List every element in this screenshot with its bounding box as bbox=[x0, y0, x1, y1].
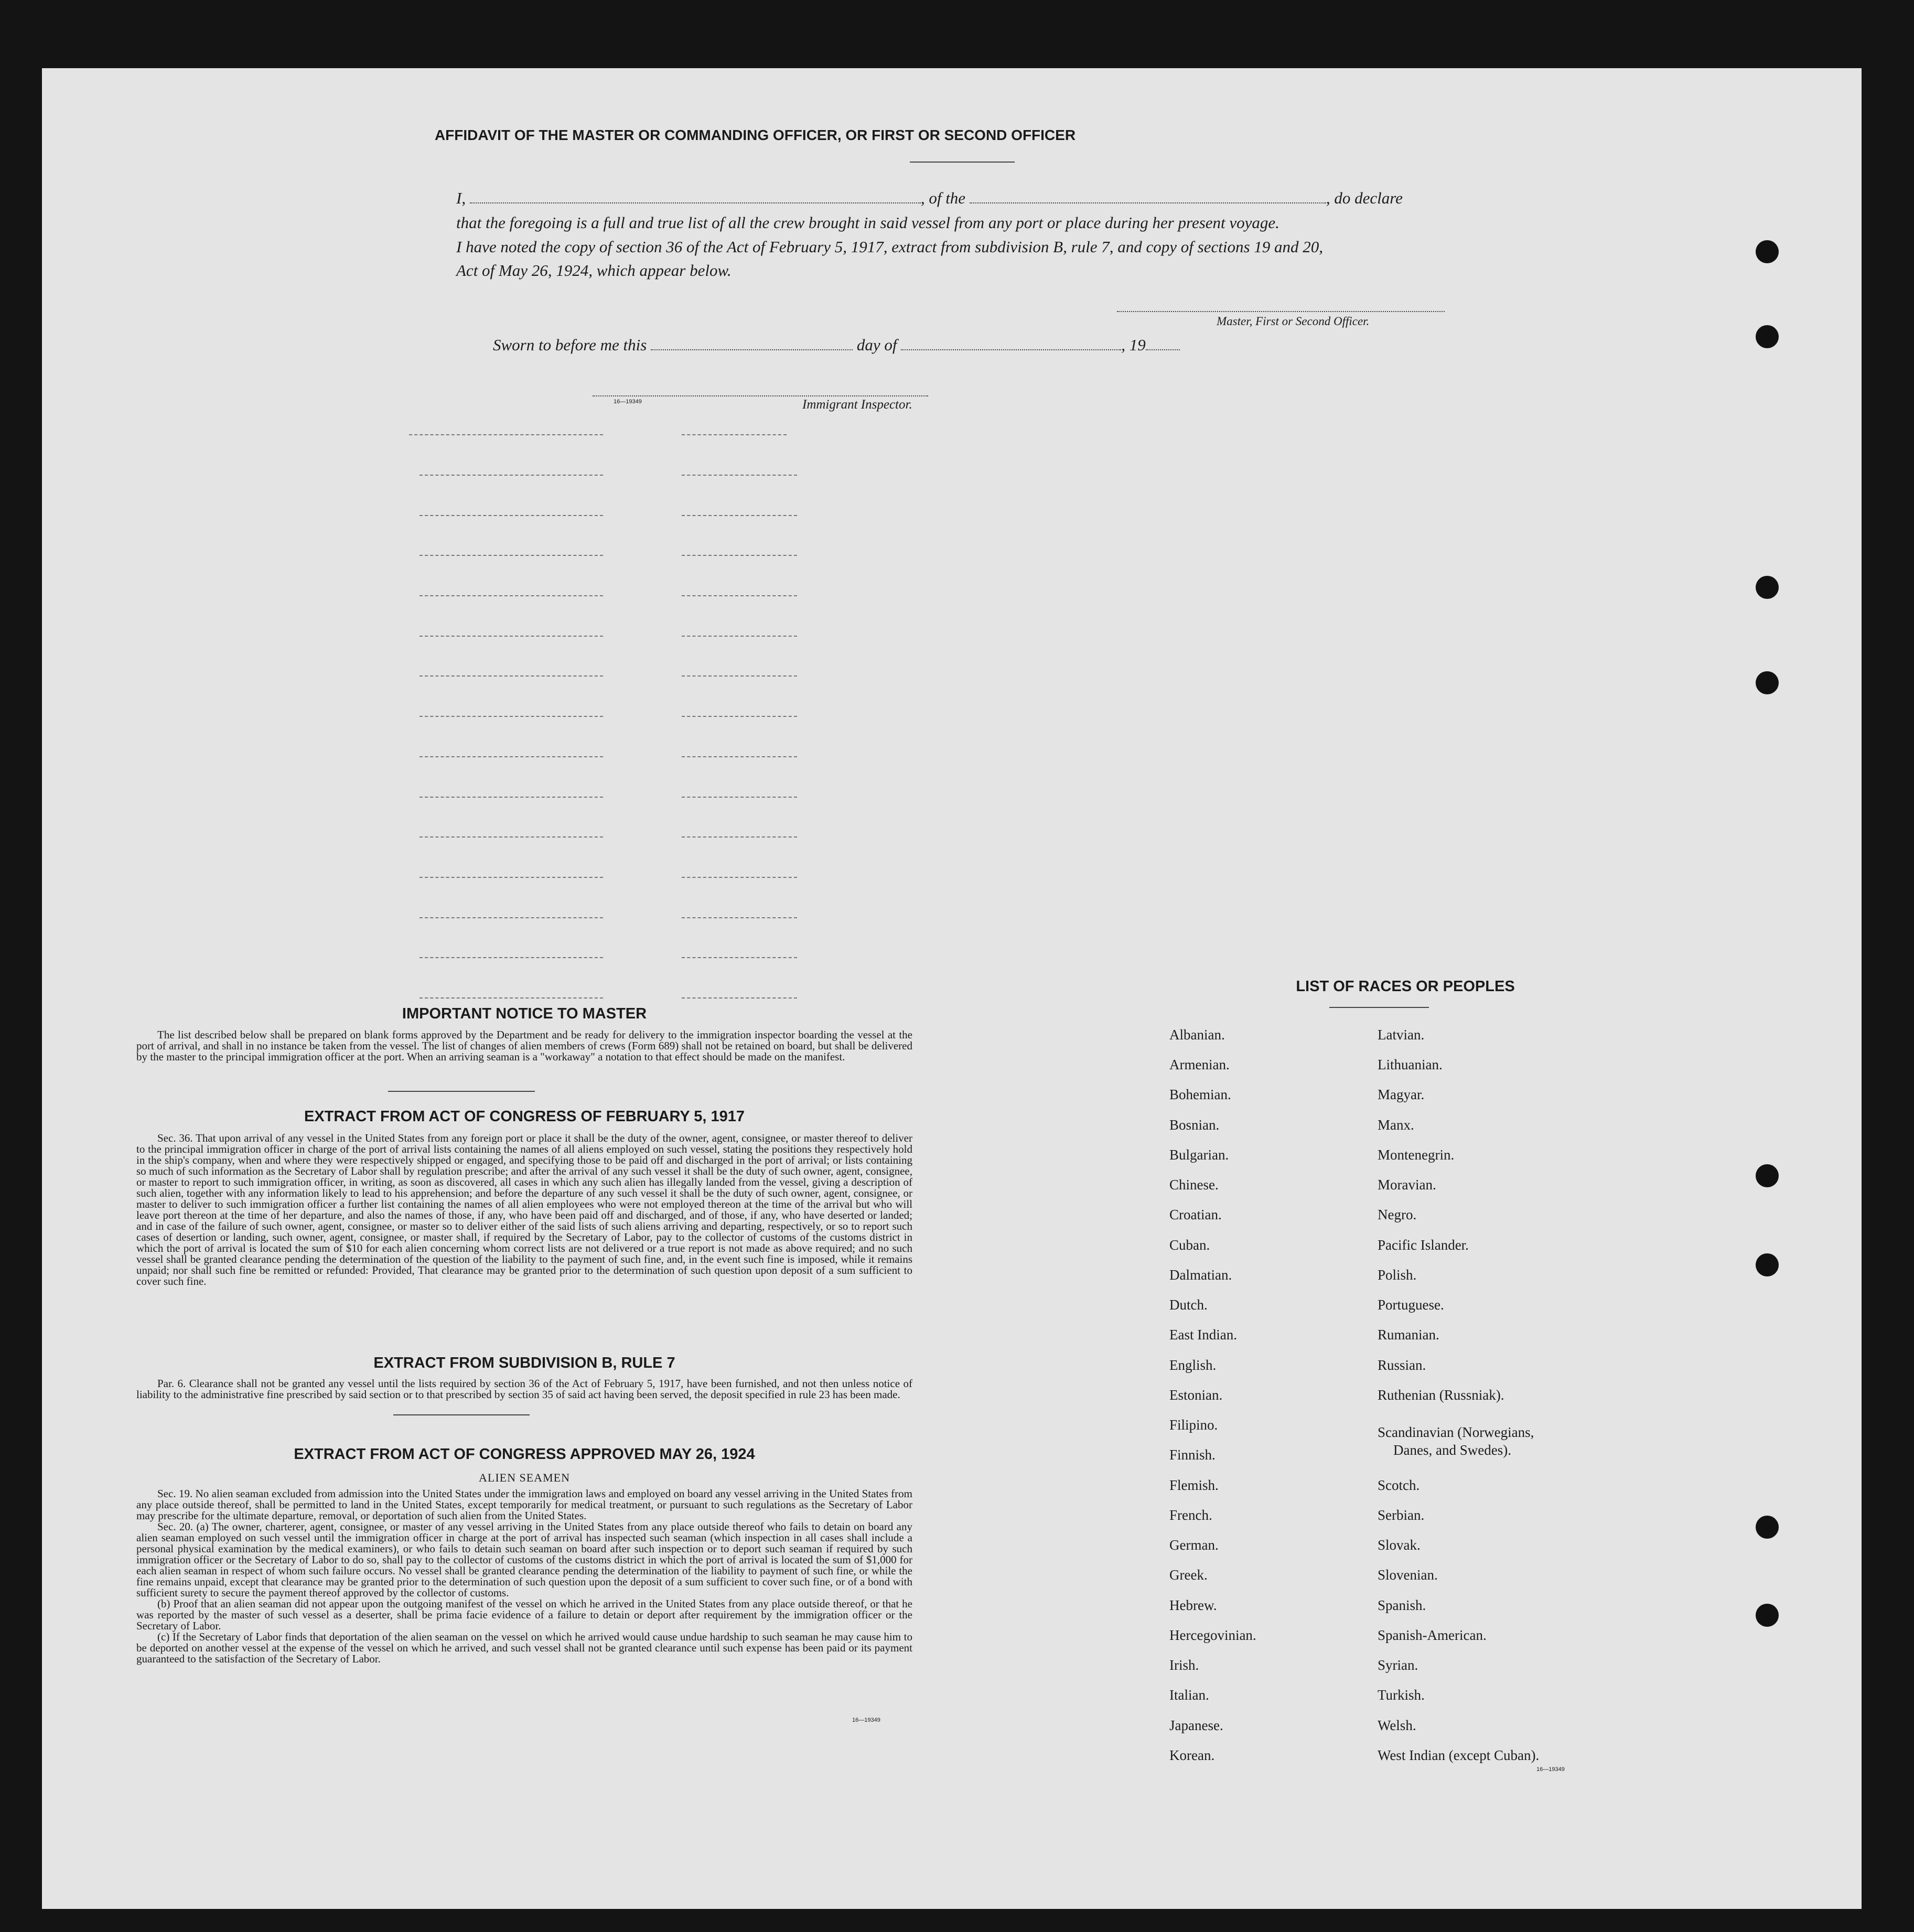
race-item: German. bbox=[1169, 1537, 1219, 1553]
inspector-signature-line[interactable] bbox=[593, 395, 928, 396]
extract-1924-text bbox=[136, 1488, 912, 1665]
race-item: Syrian. bbox=[1378, 1657, 1418, 1673]
master-signature-line[interactable] bbox=[1117, 311, 1445, 312]
race-item: Latvian. bbox=[1378, 1027, 1425, 1043]
race-item: Dutch. bbox=[1169, 1297, 1208, 1313]
punch-hole bbox=[1756, 240, 1779, 263]
race-item: Slovenian. bbox=[1378, 1567, 1438, 1583]
punch-hole bbox=[1756, 576, 1779, 599]
race-item: East Indian. bbox=[1169, 1327, 1237, 1343]
race-item: Cuban. bbox=[1169, 1237, 1210, 1253]
affidavit-line1 bbox=[456, 189, 1505, 208]
race-item: Scotch. bbox=[1378, 1477, 1420, 1493]
punch-hole bbox=[1756, 1516, 1779, 1539]
race-item: Italian. bbox=[1169, 1687, 1209, 1703]
race-item: Moravian. bbox=[1378, 1177, 1436, 1193]
race-item: Bohemian. bbox=[1169, 1087, 1231, 1102]
sworn-line bbox=[493, 336, 1180, 355]
do-declare-label: , do declare bbox=[1326, 189, 1403, 207]
notice-title: IMPORTANT NOTICE TO MASTER bbox=[402, 1005, 647, 1022]
race-item: Bulgarian. bbox=[1169, 1147, 1229, 1163]
race-item: Filipino. bbox=[1169, 1417, 1218, 1433]
race-item: Welsh. bbox=[1378, 1718, 1416, 1733]
race-item: Rumanian. bbox=[1378, 1327, 1439, 1343]
race-item: Flemish. bbox=[1169, 1477, 1219, 1493]
race-item: Magyar. bbox=[1378, 1087, 1425, 1102]
race-item: Dalmatian. bbox=[1169, 1267, 1232, 1283]
inspector-label: Immigrant Inspector. bbox=[802, 398, 912, 412]
race-item: Scandinavian (Norwegians, bbox=[1378, 1424, 1534, 1440]
race-item: Montenegrin. bbox=[1378, 1147, 1455, 1163]
punch-hole bbox=[1756, 1253, 1779, 1276]
affidavit-line3: I have noted the copy of section 36 of the Act of February 5, 1917, extract from subdivision B, rule 7, and copy of sections 19 and 20, bbox=[456, 238, 1324, 256]
rule7-text: Par. 6. Clearance shall not be granted any vessel until the lists required by section 36 of the Act of February 5, 1917, have been furnished, and not then unless notice of liability to the administrative fine prescribed by said section or to that prescribed by section 35 of said act having been served, the deposit specified in rule 23 has been made. bbox=[136, 1377, 912, 1401]
sec20b-text: (b) Proof that an alien seaman did not appear upon the outgoing manifest of the vessel on which he arrived in the United States from any place outside thereof, or that he was reported by the master of such vessel as a deserter, shall be prima facie evidence of a failure to detain or deport after requirement by the immigration officer or the Secretary of Labor. bbox=[136, 1597, 912, 1632]
race-item: Spanish. bbox=[1378, 1597, 1426, 1613]
sec20a-text: Sec. 20. (a) The owner, charterer, agent, consignee, or master of any vessel arriving in the United States from any place outside thereof who fails to detain on board any alien seaman employed on such vessel until the immigration officer in charge at the port of arrival has inspected such seaman (which inspection in all cases shall include a personal physical examination by the medical examiners), or who fails to detain such seaman on board after such inspection or to deport such seaman if required by such immigration officer or the Secretary of Labor to do so, shall pay to the collector of customs of the customs district in which the port of arrival is located the sum of $1,000 for each alien seaman in respect of whom such failure occurs. No vessel shall be granted clearance pending the determination of the liability to payment of such fine, or while the fine remains unpaid, except that clearance may be granted prior to the determination of such question upon the deposit of a sum sufficient to cover such fine, or of a bond with sufficient surety to secure the payment thereof approved by the collector of customs. bbox=[136, 1520, 912, 1599]
extract-1917-title: EXTRACT FROM ACT OF CONGRESS OF FEBRUARY 5, 1917 bbox=[304, 1108, 745, 1125]
race-item: Armenian. bbox=[1169, 1057, 1230, 1072]
document-page bbox=[42, 68, 1862, 1909]
affidavit-line4: Act of May 26, 1924, which appear below. bbox=[456, 261, 732, 280]
punch-hole bbox=[1756, 1164, 1779, 1187]
day-of-label: day of bbox=[856, 336, 897, 354]
races-title: LIST OF RACES OR PEOPLES bbox=[1296, 978, 1515, 995]
punch-hole bbox=[1756, 1604, 1779, 1627]
race-item: Estonian. bbox=[1169, 1387, 1223, 1403]
extract-1924-form-number: 16—19349 bbox=[852, 1717, 880, 1723]
race-item: Albanian. bbox=[1169, 1027, 1225, 1043]
of-the-label: , of the bbox=[920, 189, 966, 207]
race-item: Pacific Islander. bbox=[1378, 1237, 1469, 1253]
race-item: Manx. bbox=[1378, 1117, 1414, 1133]
extract-1924-title: EXTRACT FROM ACT OF CONGRESS APPROVED MAY 26, 1924 bbox=[294, 1446, 755, 1463]
race-item: Slovak. bbox=[1378, 1537, 1421, 1553]
punch-hole bbox=[1756, 671, 1779, 694]
race-item: Croatian. bbox=[1169, 1207, 1222, 1222]
race-item: Irish. bbox=[1169, 1657, 1199, 1673]
race-item: Finnish. bbox=[1169, 1447, 1216, 1463]
race-item: English. bbox=[1169, 1357, 1217, 1373]
year-label: , 19 bbox=[1121, 336, 1146, 354]
race-item: Portuguese. bbox=[1378, 1297, 1444, 1313]
affidavit-line2: that the foregoing is a full and true list of all the crew brought in said vessel from any port or place during her present voyage. bbox=[456, 213, 1279, 232]
race-item: Hebrew. bbox=[1169, 1597, 1217, 1613]
sworn-label: Sworn to before me this bbox=[493, 336, 647, 354]
race-item: Bosnian. bbox=[1169, 1117, 1220, 1133]
race-item: Japanese. bbox=[1169, 1718, 1223, 1733]
race-item: Polish. bbox=[1378, 1267, 1417, 1283]
races-underline bbox=[1329, 1007, 1429, 1008]
sec20c-text: (c) If the Secretary of Labor finds that deportation of the alien seaman on the vessel on which he arrived would cause undue hardship to such seaman he may cause him to be deported on another vessel at the expense of the vessel on which he arrived, and such vessel shall not be granted clearance until such expense has been paid or its payment guaranteed to the satisfaction of the Secretary of Labor. bbox=[136, 1630, 912, 1665]
sworn-year-blank[interactable] bbox=[1146, 349, 1180, 350]
race-item: Turkish. bbox=[1378, 1687, 1425, 1703]
race-item: Chinese. bbox=[1169, 1177, 1219, 1193]
race-item: French. bbox=[1169, 1507, 1212, 1523]
race-item: Lithuanian. bbox=[1378, 1057, 1443, 1072]
sworn-day-blank[interactable] bbox=[651, 349, 853, 350]
punch-hole bbox=[1756, 325, 1779, 348]
vessel-blank[interactable] bbox=[970, 202, 1326, 203]
master-signature-label: Master, First or Second Officer. bbox=[1217, 315, 1370, 328]
extract-1917-text: Sec. 36. That upon arrival of any vessel in the United States from any foreign port or place it shall be the duty of the owner, agent, consignee, or master thereof to deliver to the principal immigration officer in charge of the port of arrival lists containing the names of all aliens employed on such vessel, stating the positions they respectively hold in the ship's company, when and where they were respectively shipped or engaged, and specifying those to be paid off and discharged in the port of arrival; or lists containing so much of such information as the Secretary of Labor shall by regulation prescribe; and after the arrival of any such vessel it shall be the duty of such owner, agent, consignee, or master to report to such immigration officer, in writing, as soon as discovered, all cases in which any such alien has illegally landed from the vessel, giving a description of such alien, together with any information likely to lead to his apprehension; and before the departure of any such vessel it shall be the duty of such owner, agent, consignee, or master to deliver to such immigration officer a further list containing the names of all alien employees who were not employed thereon at the time of the arrival but who will leave port thereon at the time of her departure, and also the names of those, if any, who have been paid off and discharged, and of those, if any, who have deserted or landed; and in case of the failure of such owner, agent, consignee, or master so to deliver either of the said lists of such aliens arriving and departing, respectively, or so to report such cases of desertion or landing, such owner, agent, consignee, or master shall, if required by the Secretary of Labor, pay to the collector of customs of the customs district in which the port of arrival is located the sum of $10 for each alien concerning whom correct lists are not delivered or a true report is not made as above required; and no such vessel shall be granted clearance pending the determination of the question of the liability to the payment of such fine, and, in the event such fine is imposed, while it remains unpaid; nor shall such fine be remitted or refunded: Provided, That clearance may be granted prior to the determination of such question upon deposit of a sum sufficient to cover such fine. bbox=[136, 1132, 912, 1287]
i-label: I, bbox=[456, 189, 466, 207]
race-item: Greek. bbox=[1169, 1567, 1208, 1583]
sec19-text: Sec. 19. No alien seaman excluded from admission into the United States under the immigration laws and employed on board any vessel arriving in the United States from any place outside thereof, shall be permitted to land in the United States, except temporarily for medical treatment, or pursuant to such regulations as the Secretary of Labor may prescribe for the ultimate departure, removal, or deportation of such alien from the United States. bbox=[136, 1487, 912, 1522]
name-blank[interactable] bbox=[470, 202, 921, 203]
notice-text: The list described below shall be prepared on blank forms approved by the Department and be ready for delivery to the immigration inspector boarding the vessel at the port of arrival, and shall in no instance be taken from the vessel. The list of changes of alien members of crews (Form 689) shall not be retained on board, but shall be delivered by the master to the principal immigration officer at the port. When an arriving seaman is a "workaway" a notation to that effect should be made on the manifest. bbox=[136, 1028, 912, 1063]
race-item: West Indian (except Cuban). bbox=[1378, 1747, 1540, 1763]
race-item: Negro. bbox=[1378, 1207, 1417, 1222]
rule7-title: EXTRACT FROM SUBDIVISION B, RULE 7 bbox=[373, 1355, 675, 1371]
affidavit-form-number: 16—19349 bbox=[614, 399, 642, 405]
race-item: Spanish-American. bbox=[1378, 1627, 1487, 1643]
alien-seamen-subtitle: ALIEN SEAMEN bbox=[479, 1471, 570, 1484]
race-item: Russian. bbox=[1378, 1357, 1426, 1373]
rule7-divider bbox=[393, 1414, 530, 1415]
title-underline bbox=[910, 162, 1015, 163]
race-item: Korean. bbox=[1169, 1747, 1215, 1763]
notice-divider bbox=[388, 1091, 535, 1092]
races-form-number: 16—19349 bbox=[1536, 1766, 1565, 1773]
race-item: Ruthenian (Russniak). bbox=[1378, 1387, 1504, 1403]
race-item: Hercegovinian. bbox=[1169, 1627, 1256, 1643]
affidavit-title: AFFIDAVIT OF THE MASTER OR COMMANDING OFFICER, OR FIRST OR SECOND OFFICER bbox=[434, 127, 1076, 143]
sworn-month-blank[interactable] bbox=[901, 349, 1121, 350]
race-item: Danes, and Swedes). bbox=[1393, 1442, 1511, 1458]
race-item: Serbian. bbox=[1378, 1507, 1425, 1523]
